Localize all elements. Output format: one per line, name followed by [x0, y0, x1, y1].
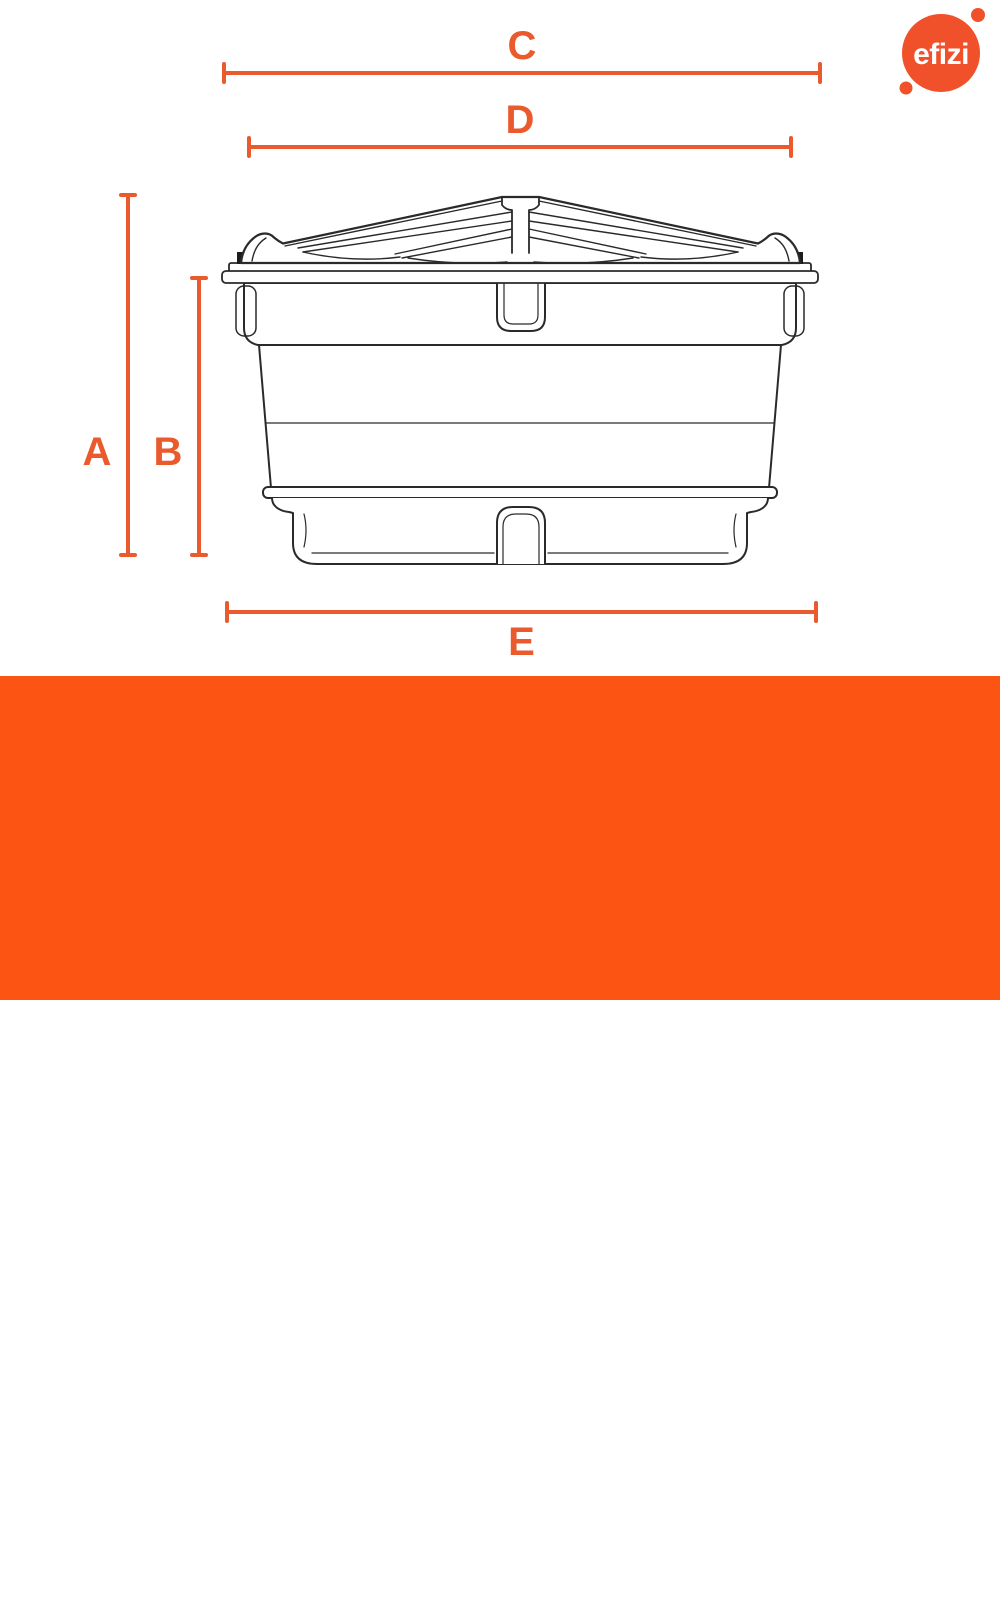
dimension-bar — [247, 145, 793, 149]
dimension-cap — [190, 553, 208, 557]
product-title-line2: d’água — [718, 1444, 890, 1504]
spec-value: 0,43 m — [396, 1449, 492, 1484]
spec-value: 0,55 m — [396, 1405, 492, 1440]
dimension-line-c — [222, 62, 822, 84]
spec-value: 0,61 m — [393, 1581, 489, 1616]
dimension-label-a: A — [82, 430, 112, 474]
specs-panel — [0, 676, 1000, 1616]
spec-row-e — [68, 1577, 539, 1621]
spec-label: E - Diâmetro da base: — [68, 1581, 385, 1616]
base-notch — [497, 507, 545, 564]
dimension-cap — [814, 601, 818, 623]
dimension-bar — [222, 71, 822, 75]
tank-lid — [241, 197, 800, 263]
tank-body — [259, 345, 781, 488]
tank-collar — [244, 283, 796, 345]
spec-row-b — [68, 1445, 539, 1489]
dimension-cap — [119, 553, 137, 557]
dimension-label-b: B — [153, 430, 183, 474]
product-block — [718, 1393, 890, 1545]
lid-center-post — [502, 197, 539, 253]
dimension-bar — [225, 610, 818, 614]
spec-label: B - Altura sem tampa: — [68, 1449, 388, 1484]
dimension-line-b — [190, 276, 208, 557]
tank-seam — [263, 487, 777, 498]
dimension-line-d — [247, 136, 793, 158]
spec-row-d — [68, 1533, 539, 1577]
spec-row-c — [68, 1489, 539, 1533]
spec-value: 0,87 m — [442, 1537, 537, 1572]
lid-flange — [229, 263, 811, 272]
dimension-bar — [126, 195, 130, 555]
lid-ribs — [252, 201, 789, 263]
spec-value: 0,88 m — [443, 1493, 539, 1528]
dimension-label-d: D — [505, 98, 535, 142]
efizi-logo-text: efizi — [913, 38, 969, 71]
logo-dot-top — [971, 8, 985, 22]
spec-list — [68, 1401, 539, 1621]
product-title-line1: caixa — [718, 1393, 851, 1453]
lid-rim-band — [237, 252, 803, 264]
dimension-cap — [789, 136, 793, 158]
dimension-bar — [197, 278, 201, 555]
spec-label: A - Altura com tampa: — [68, 1405, 388, 1440]
spec-label: D - Diâmetro sem tampa: — [68, 1537, 434, 1572]
dimension-label-c: C — [507, 24, 537, 68]
collar-notch — [497, 283, 545, 331]
product-brand: FORTLEV — [718, 1516, 854, 1544]
dimension-cap — [818, 62, 822, 84]
tank-base — [272, 498, 768, 564]
logo-dot-bottom — [900, 82, 913, 95]
spec-row-a — [68, 1401, 539, 1445]
dimension-label-e: E — [508, 620, 535, 664]
efizi-logo — [890, 2, 1000, 110]
dimension-line-a — [119, 193, 137, 557]
spec-label: C - Diâmetro com tampa: — [68, 1493, 435, 1528]
